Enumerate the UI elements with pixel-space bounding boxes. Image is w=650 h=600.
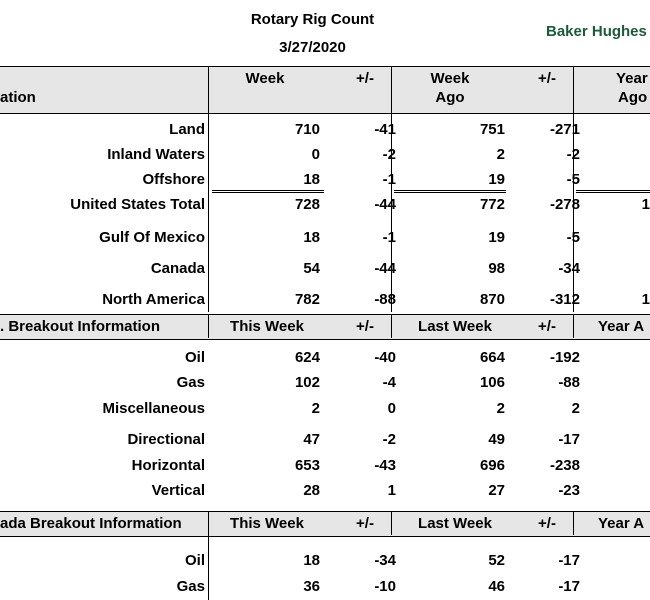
row-change2: -88 [558, 374, 580, 391]
row-last-week: 696 [479, 457, 505, 474]
row-week: 18 [303, 229, 320, 246]
col-change-header: +/- [356, 70, 374, 87]
row-change2: -5 [566, 229, 580, 246]
col-year-ago-header-2: Ago [618, 89, 648, 106]
divider [573, 511, 574, 535]
row-year-ago: 1 [641, 291, 650, 308]
col-year-header: Year A [598, 318, 645, 335]
row-last-week: 106 [479, 374, 505, 391]
row-change2: -238 [549, 457, 580, 474]
row-change: -4 [382, 374, 396, 391]
col-this-week-header: This Week [230, 515, 304, 532]
total-rule [576, 190, 650, 193]
row-change: -41 [374, 121, 396, 138]
row-change2: -34 [558, 260, 580, 277]
col-last-week-header: Last Week [418, 515, 492, 532]
row-label: Oil [184, 552, 205, 569]
row-label: Land [169, 121, 205, 138]
section2-title: . Breakout Information [0, 318, 161, 335]
col-last-week-header: Last Week [418, 318, 492, 335]
row-this-week: 18 [303, 552, 320, 569]
row-label: North America [102, 291, 205, 308]
row-label: United States Total [70, 196, 205, 213]
row-change2: -278 [549, 196, 580, 213]
row-change: -1 [382, 229, 396, 246]
row-change: -88 [374, 291, 396, 308]
row-label: Directional [127, 431, 205, 448]
row-change: 0 [387, 400, 396, 417]
row-change: -1 [382, 171, 396, 188]
report-date: 3/27/2020 [279, 39, 346, 56]
row-label: Offshore [142, 171, 205, 188]
row-last-week: 49 [488, 431, 505, 448]
col-this-week-header: This Week [230, 318, 304, 335]
row-change2: -192 [549, 349, 580, 366]
col-change-header: +/- [356, 515, 374, 532]
divider [391, 314, 392, 338]
row-change: 1 [387, 482, 396, 499]
divider [208, 314, 209, 338]
row-last-week: 664 [479, 349, 505, 366]
row-this-week: 653 [294, 457, 320, 474]
row-this-week: 47 [303, 431, 320, 448]
row-week-ago: 19 [488, 171, 505, 188]
row-week-ago: 98 [488, 260, 505, 277]
report-title: Rotary Rig Count [250, 11, 375, 28]
row-year-ago: 1 [641, 196, 650, 213]
row-week: 782 [294, 291, 320, 308]
row-change: -43 [374, 457, 396, 474]
row-week-ago: 751 [479, 121, 505, 138]
row-change2: -17 [558, 552, 580, 569]
row-last-week: 52 [488, 552, 505, 569]
row-label: Vertical [151, 482, 205, 499]
row-label: Gas [176, 374, 205, 391]
row-change: -10 [374, 578, 396, 595]
col-week-header: Week [245, 70, 285, 87]
row-week: 54 [303, 260, 320, 277]
row-this-week: 624 [294, 349, 320, 366]
row-week-ago: 19 [488, 229, 505, 246]
row-change: -2 [382, 146, 396, 163]
divider [208, 66, 209, 312]
row-change2: 2 [571, 400, 580, 417]
divider [208, 511, 209, 600]
row-change: -44 [374, 196, 396, 213]
row-last-week: 2 [496, 400, 505, 417]
row-change2: -271 [549, 121, 580, 138]
row-week: 710 [294, 121, 320, 138]
row-label: Miscellaneous [102, 400, 205, 417]
row-change: -2 [382, 431, 396, 448]
section3-title: ada Breakout Information [0, 515, 182, 532]
col-week-ago-header-2: Ago [435, 89, 465, 106]
row-change2: -23 [558, 482, 580, 499]
row-week: 728 [294, 196, 320, 213]
col-year-header: Year A [598, 515, 645, 532]
row-label: Oil [184, 349, 205, 366]
row-week-ago: 772 [479, 196, 505, 213]
col-year-ago-header: Year [616, 70, 648, 87]
row-week: 18 [303, 171, 320, 188]
row-week-ago: 870 [479, 291, 505, 308]
row-change2: -5 [566, 171, 580, 188]
row-week-ago: 2 [496, 146, 505, 163]
row-change2: -312 [549, 291, 580, 308]
row-label: Gas [176, 578, 205, 595]
row-this-week: 2 [311, 400, 320, 417]
divider [391, 511, 392, 535]
row-change: -34 [374, 552, 396, 569]
row-this-week: 102 [294, 374, 320, 391]
row-label: Gulf Of Mexico [99, 229, 205, 246]
row-label: Canada [150, 260, 205, 277]
row-label: Horizontal [131, 457, 205, 474]
col-week-ago-header: Week [430, 70, 470, 87]
row-this-week: 36 [303, 578, 320, 595]
location-header: ation [0, 89, 36, 106]
row-last-week: 27 [488, 482, 505, 499]
row-this-week: 28 [303, 482, 320, 499]
row-change2: -17 [558, 578, 580, 595]
total-rule [394, 190, 506, 193]
row-change2: -17 [558, 431, 580, 448]
row-label: Inland Waters [107, 146, 205, 163]
row-last-week: 46 [488, 578, 505, 595]
baker-hughes-logo: Baker Hughes [546, 23, 647, 40]
row-week: 0 [311, 146, 320, 163]
total-rule [212, 190, 324, 193]
row-change: -40 [374, 349, 396, 366]
divider [573, 314, 574, 338]
col-change2-header: +/- [538, 318, 556, 335]
row-change2: -2 [566, 146, 580, 163]
col-change-header: +/- [356, 318, 374, 335]
row-change: -44 [374, 260, 396, 277]
col-change2-header: +/- [538, 70, 556, 87]
col-change2-header: +/- [538, 515, 556, 532]
